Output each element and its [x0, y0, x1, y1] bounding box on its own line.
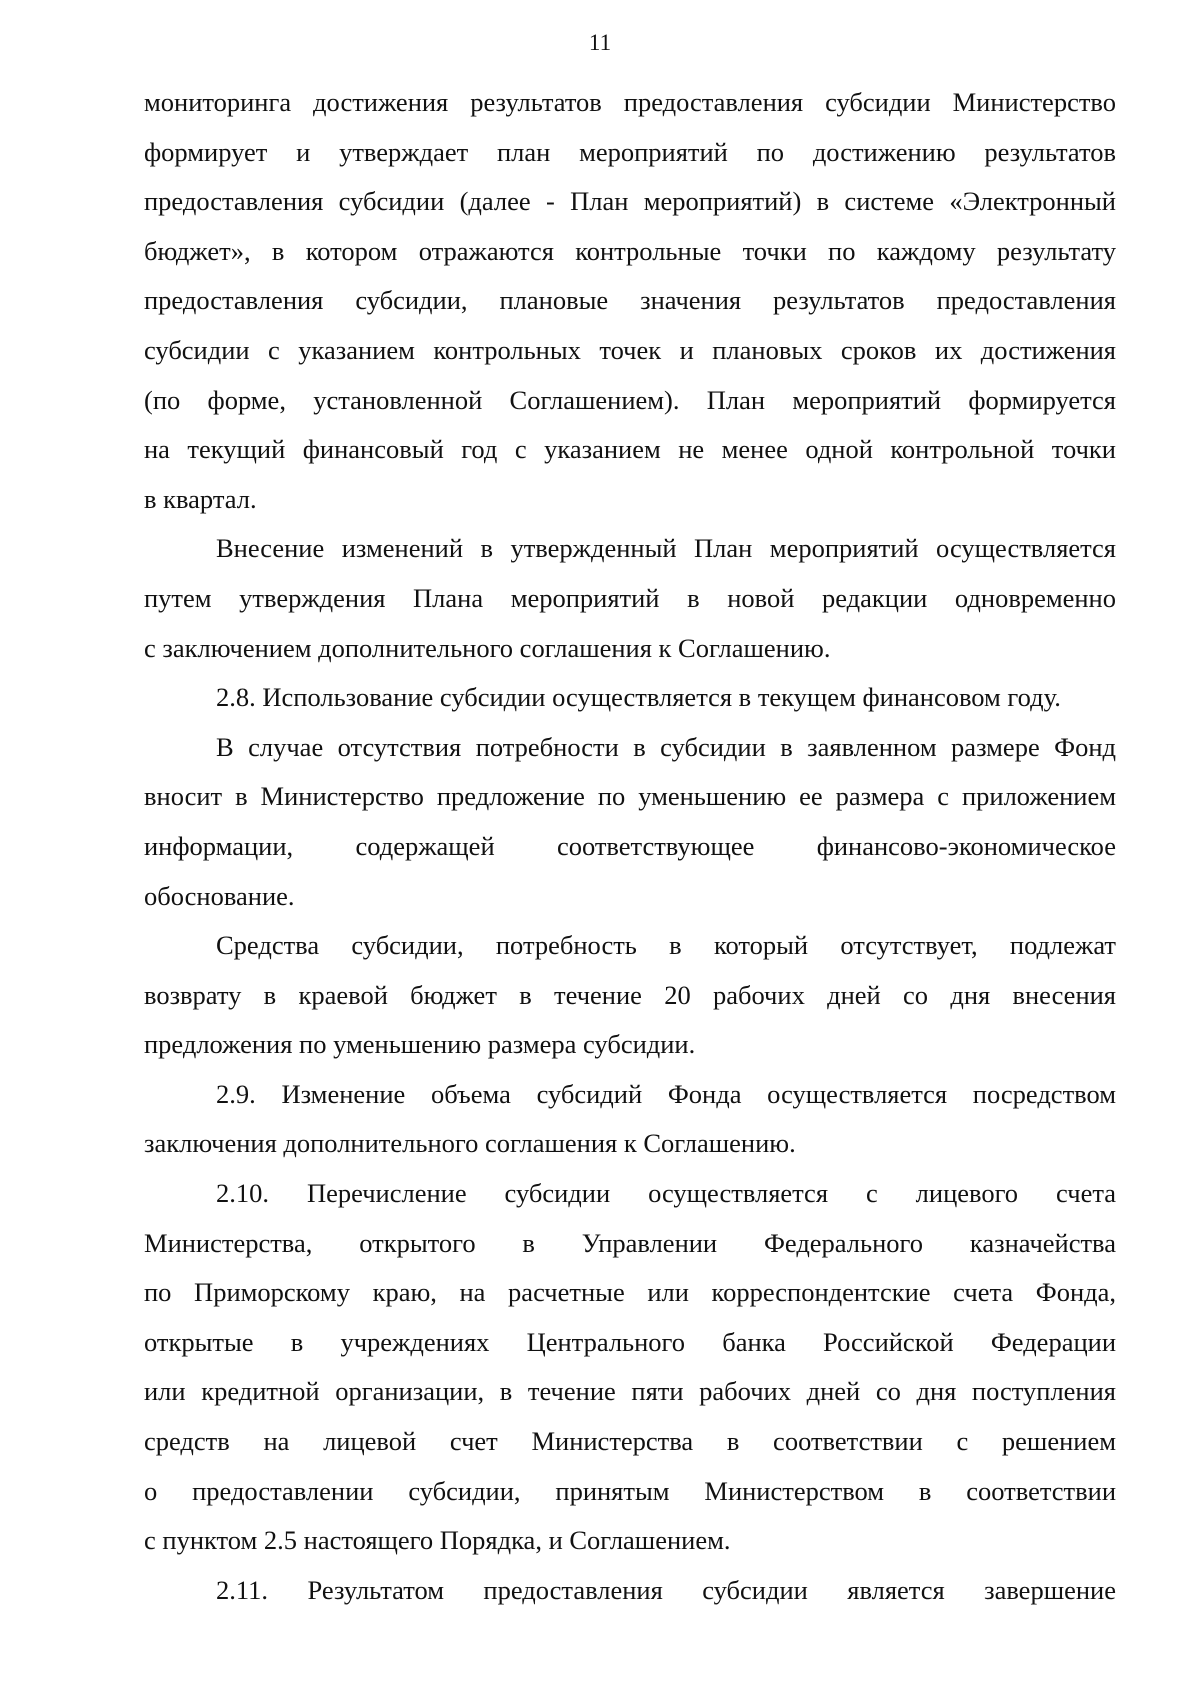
text-line: о предоставлении субсидии, принятым Министерством в соответствии — [144, 1475, 1116, 1506]
text-line: вносит в Министерство предложение по уменьшению ее размера с приложением — [144, 781, 1116, 812]
text-line: путем утверждения Плана мероприятий в новой редакции одновременно — [144, 582, 1116, 613]
clause-2-11 — [144, 1566, 1116, 1616]
clause-2-8 — [144, 673, 1116, 723]
text-line: с пунктом 2.5 настоящего Порядка, и Соглашением. — [144, 1525, 731, 1556]
text-line: Министерства, открытого в Управлении Федерального казначейства — [144, 1227, 1116, 1258]
text-line: Средства субсидии, потребность в который отсутствует, подлежат — [216, 930, 1116, 961]
paragraph-plan-changes — [144, 524, 1116, 673]
text-line: Внесение изменений в утвержденный План мероприятий осуществляется — [216, 533, 1116, 564]
text-line: информации, содержащей соответствующее финансово-экономическое — [144, 830, 1116, 861]
paragraph-funds-return — [144, 921, 1116, 1070]
text-line: в квартал. — [144, 483, 257, 514]
page-number: 11 — [588, 30, 612, 55]
text-line: обоснование. — [144, 880, 295, 911]
text-line: 2.11. Результатом предоставления субсидии является завершение — [216, 1574, 1116, 1605]
text-line: субсидии с указанием контрольных точек и плановых сроков их достижения — [144, 334, 1116, 365]
text-line: средств на лицевой счет Министерства в соответствии с решением — [144, 1426, 1116, 1457]
clause-2-10 — [144, 1169, 1116, 1566]
paragraph-monitoring-plan — [144, 78, 1116, 524]
text-line: 2.9. Изменение объема субсидий Фонда осуществляется посредством — [216, 1078, 1116, 1109]
text-line: 2.8. Использование субсидии осуществляется в текущем финансовом году. — [216, 682, 1061, 713]
text-line: формирует и утверждает план мероприятий по достижению результатов — [144, 136, 1116, 167]
text-line: на текущий финансовый год с указанием не менее одной контрольной точки — [144, 434, 1116, 465]
text-line: или кредитной организации, в течение пяти рабочих дней со дня поступления — [144, 1376, 1116, 1407]
text-line: бюджет», в котором отражаются контрольные точки по каждому результату — [144, 235, 1116, 266]
text-line: с заключением дополнительного соглашения к Соглашению. — [144, 632, 831, 663]
text-line: 2.10. Перечисление субсидии осуществляется с лицевого счета — [216, 1178, 1116, 1209]
text-line: по Приморскому краю, на расчетные или корреспондентские счета Фонда, — [144, 1277, 1116, 1308]
text-line: мониторинга достижения результатов предоставления субсидии Министерство — [144, 87, 1116, 117]
text-line: предложения по уменьшению размера субсидии. — [144, 1029, 696, 1060]
text-line: (по форме, установленной Соглашением). План мероприятий формируется — [144, 384, 1116, 415]
document-body — [144, 78, 1116, 1615]
text-line: заключения дополнительного соглашения к Соглашению. — [144, 1128, 796, 1159]
paragraph-reduction-proposal — [144, 723, 1116, 921]
text-line: предоставления субсидии, плановые значения результатов предоставления — [144, 285, 1116, 316]
text-line: возврату в краевой бюджет в течение 20 рабочих дней со дня внесения — [144, 979, 1116, 1010]
text-line: В случае отсутствия потребности в субсидии в заявленном размере Фонд — [216, 731, 1116, 762]
text-line: предоставления субсидии (далее - План мероприятий) в системе «Электронный — [144, 186, 1116, 217]
clause-2-9 — [144, 1070, 1116, 1169]
text-line: открытые в учреждениях Центрального банка Российской Федерации — [144, 1326, 1116, 1357]
